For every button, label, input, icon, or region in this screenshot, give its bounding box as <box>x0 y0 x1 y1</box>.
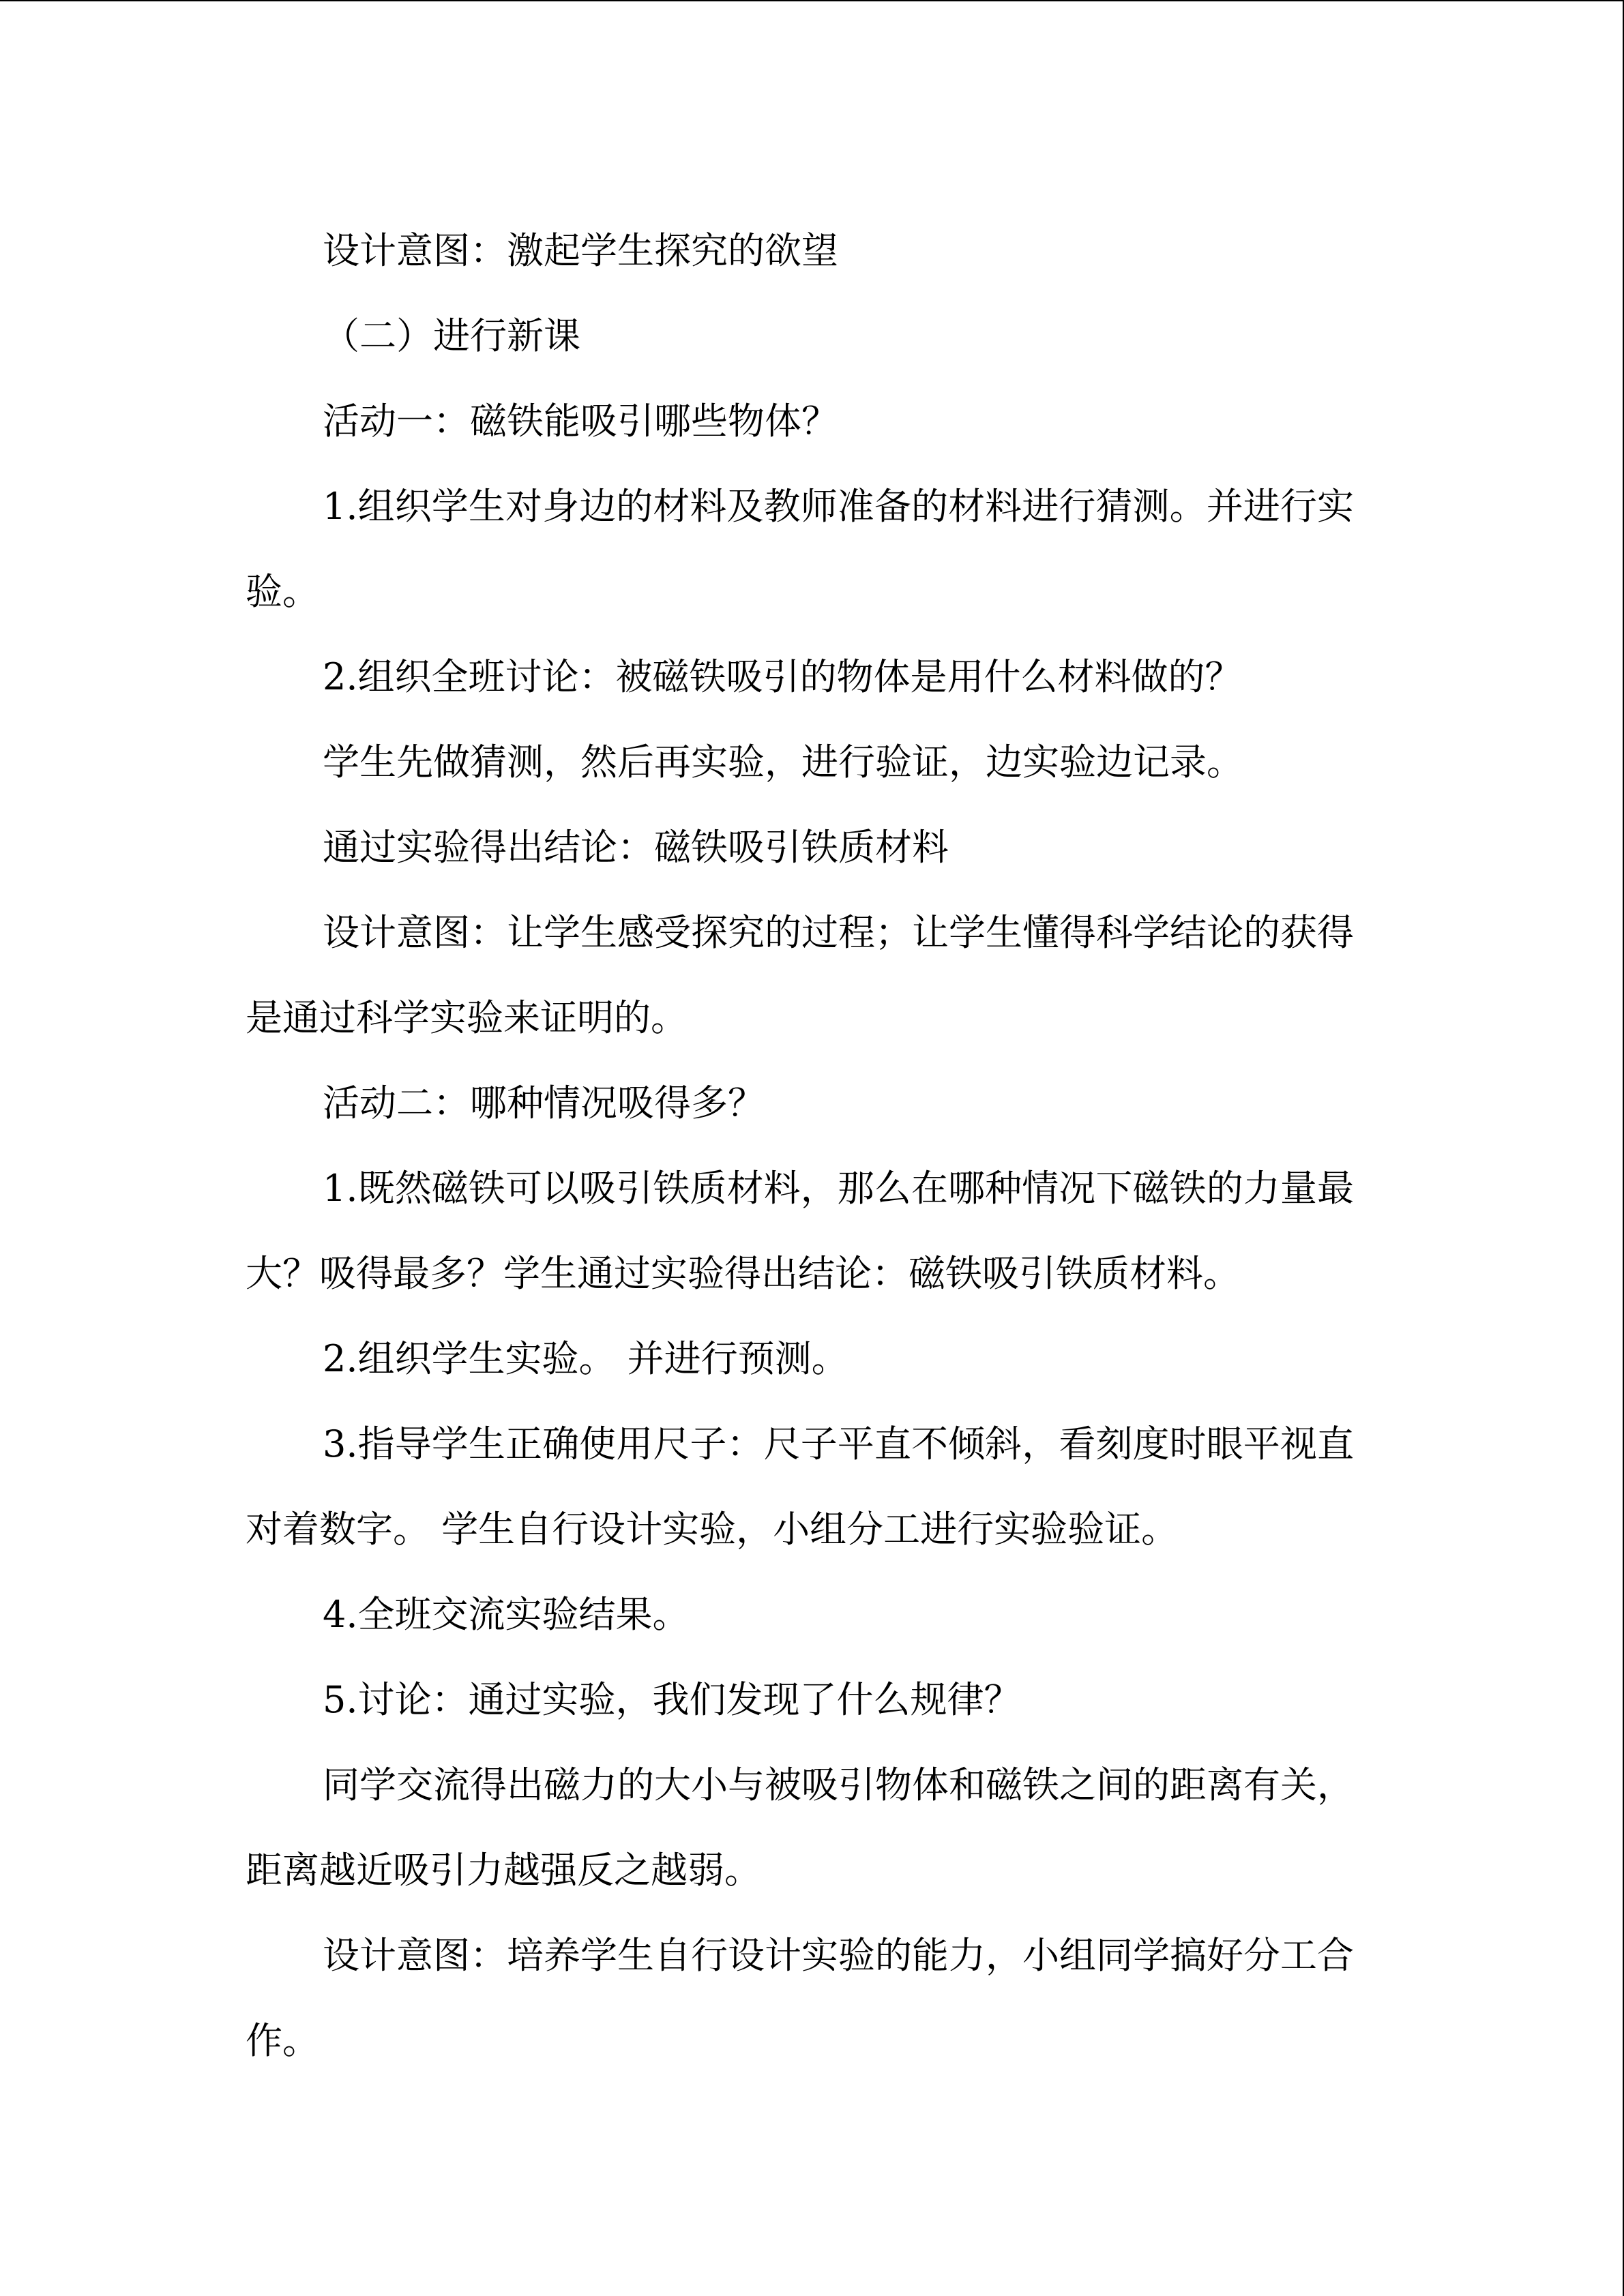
paragraph-activity2-step-3: 3.指导学生正确使用尺子：尺子平直不倾斜，看刻度时眼平视直对着数字。 学生自行设计实验，小组分工进行实验验证。 <box>246 1422 1354 1551</box>
document-body <box>246 208 1354 2083</box>
paragraph-step-1: 1.组织学生对身边的材料及教师准备的材料进行猜测。并进行实验。 <box>246 485 1354 613</box>
paragraph-activity2-step-2: 2.组织学生实验。 并进行预测。 <box>323 1337 848 1380</box>
paragraph-activity2-step-4: 4.全班交流实验结果。 <box>323 1593 690 1636</box>
paragraph-design-intent-2: 设计意图：让学生感受探究的过程；让学生懂得科学结论的获得是通过科学实验来证明的。 <box>246 911 1354 1039</box>
paragraph-step-2: 2.组织全班讨论：被磁铁吸引的物体是用什么材料做的？ <box>323 655 1242 698</box>
activity-one-heading: 活动一：磁铁能吸引哪些物体？ <box>323 400 838 443</box>
paragraph-design-intent-1: 设计意图：激起学生探究的欲望 <box>323 229 838 272</box>
section-heading-new-lesson: （二）进行新课 <box>323 314 580 357</box>
paragraph-activity2-step-1: 1.既然磁铁可以吸引铁质材料，那么在哪种情况下磁铁的力量最大？吸得最多？学生通过实验得出结论：磁铁吸引铁质材料。 <box>246 1167 1354 1295</box>
activity-two-heading: 活动二：哪种情况吸得多？ <box>323 1082 765 1124</box>
paragraph-discussion-result: 同学交流得出磁力的大小与被吸引物体和磁铁之间的距离有关，距离越近吸引力越强反之越弱。 <box>246 1763 1354 1892</box>
paragraph-student-guess: 学生先做猜测，然后再实验，进行验证，边实验边记录。 <box>323 741 1243 784</box>
paragraph-conclusion: 通过实验得出结论：磁铁吸引铁质材料 <box>323 826 949 869</box>
paragraph-design-intent-3: 设计意图：培养学生自行设计实验的能力，小组同学搞好分工合作。 <box>246 1934 1354 2062</box>
paragraph-activity2-step-5: 5.讨论：通过实验，我们发现了什么规律？ <box>323 1678 1021 1721</box>
